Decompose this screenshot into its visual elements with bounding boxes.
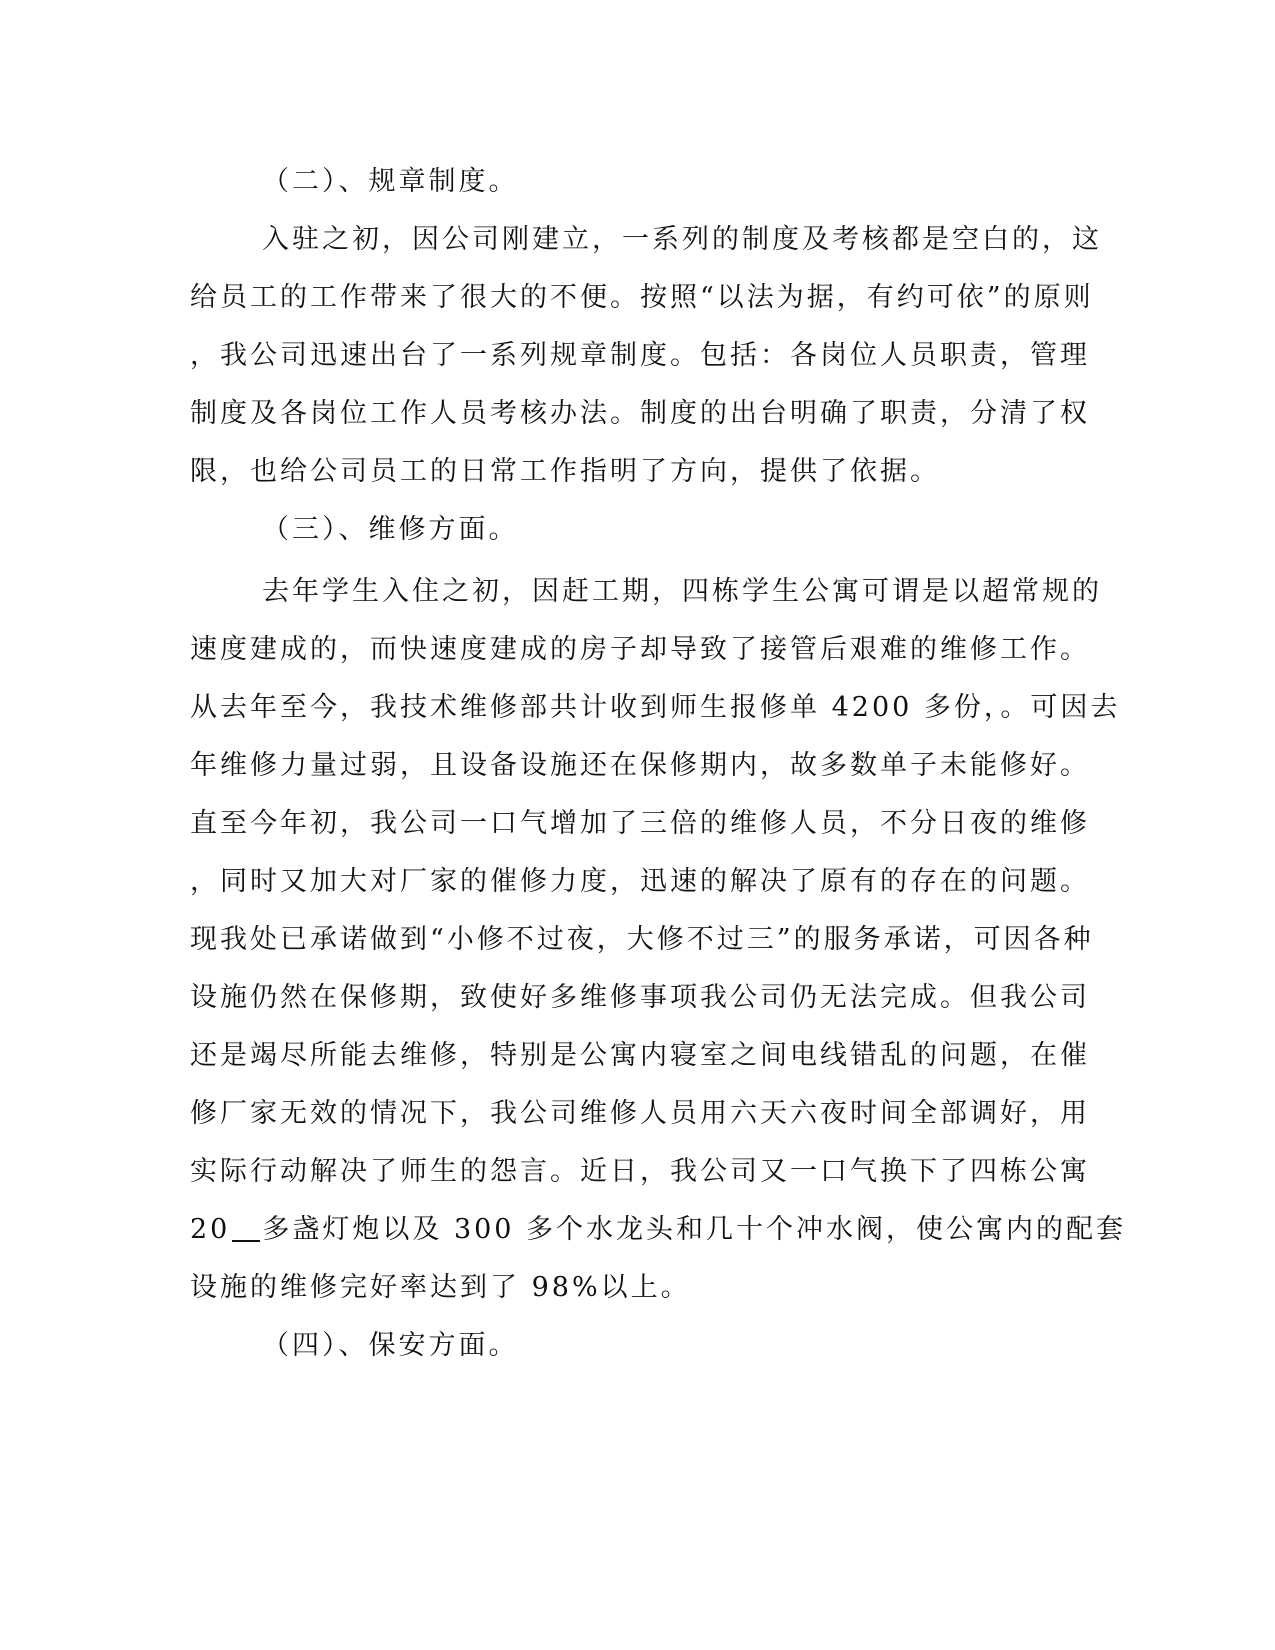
section-heading-2: （二）、规章制度。 (262, 166, 519, 197)
fill-in-blank (232, 1214, 260, 1242)
paragraph-line: 设施的维修完好率达到了 98%以上。 (190, 1272, 691, 1303)
paragraph-line: 去年学生入住之初，因赶工期，四栋学生公寓可谓是以超常规的 (262, 576, 1102, 607)
section-heading-4: （四）、保安方面。 (262, 1330, 519, 1361)
paragraph-line: 设施仍然在保修期，致使好多维修事项我公司仍无法完成。但我公司 (190, 982, 1090, 1013)
paragraph-line: ，我公司迅速出台了一系列规章制度。包括：各岗位人员职责，管理 (190, 340, 1090, 371)
paragraph-line: 限，也给公司员工的日常工作指明了方向，提供了依据。 (190, 456, 940, 487)
paragraph-line-with-blank (190, 1212, 1126, 1248)
paragraph-line: 实际行动解决了师生的怨言。近日，我公司又一口气换下了四栋公寓 (190, 1156, 1090, 1187)
paragraph-line: 给员工的工作带来了很大的不便。按照“以法为据，有约可依”的原则 (190, 282, 1094, 313)
paragraph-line: 现我处已承诺做到“小修不过夜，大修不过三”的服务承诺，可因各种 (190, 924, 1094, 955)
paragraph-line: ，同时又加大对厂家的催修力度，迅速的解决了原有的存在的问题。 (190, 866, 1090, 897)
paragraph-line: 入驻之初，因公司刚建立，一系列的制度及考核都是空白的，这 (262, 224, 1102, 255)
paragraph-line: 年维修力量过弱，且设备设施还在保修期内，故多数单子未能修好。 (190, 750, 1090, 781)
paragraph-line: 还是竭尽所能去维修，特别是公寓内寝室之间电线错乱的问题，在催 (190, 1040, 1090, 1071)
line-text: 多盏灯炮以及 300 多个水龙头和几十个冲水阀，使公寓内的配套 (262, 1214, 1127, 1245)
section-heading-3: （三）、维修方面。 (262, 514, 519, 545)
paragraph-line: 修厂家无效的情况下，我公司维修人员用六天六夜时间全部调好，用 (190, 1098, 1090, 1129)
number-prefix: 20 (190, 1214, 231, 1245)
paragraph-line: 直至今年初，我公司一口气增加了三倍的维修人员，不分日夜的维修 (190, 808, 1090, 839)
paragraph-line: 从去年至今，我技术维修部共计收到师生报修单 4200 多份，。可因去 (190, 692, 1121, 723)
paragraph-line: 速度建成的，而快速度建成的房子却导致了接管后艰难的维修工作。 (190, 634, 1090, 665)
paragraph-line: 制度及各岗位工作人员考核办法。制度的出台明确了职责，分清了权 (190, 398, 1090, 429)
